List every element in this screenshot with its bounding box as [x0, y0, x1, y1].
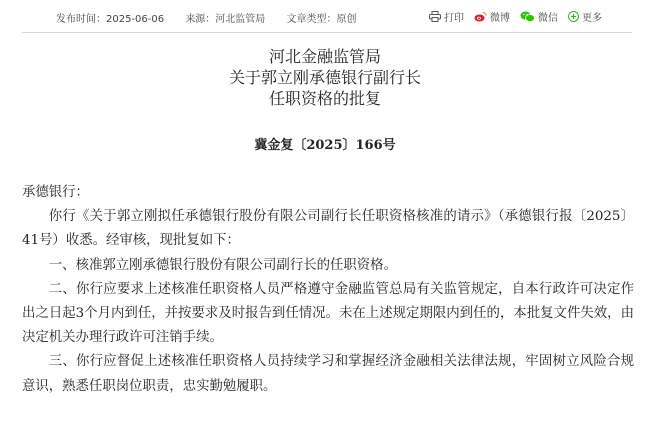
wechat-label: 微信	[538, 13, 558, 24]
weibo-icon	[474, 11, 487, 22]
body-paragraph-1: 你行《关于郭立刚拟任承德银行股份有限公司副行长任职资格核准的请示》（承德银行报〔2025〕41号）收悉。经审核，现批复如下：	[22, 209, 634, 249]
weibo-share-button[interactable]	[474, 9, 510, 24]
wechat-icon	[520, 11, 535, 22]
publish-time: 发布时间：2025-06-06	[56, 14, 165, 25]
title-line-3: 任职资格的批复	[268, 89, 381, 108]
wechat-share-button[interactable]	[520, 9, 558, 24]
article-meta-info	[56, 10, 375, 25]
article-meta-bar	[22, 0, 632, 33]
document-number: 冀金复〔2025〕166号	[254, 138, 396, 153]
more-share-button[interactable]	[568, 9, 602, 24]
article-type: 文章类型：原创	[286, 14, 357, 25]
title-line-2: 关于郭立刚承德银行副行长	[228, 68, 421, 87]
body-paragraph-3: 二、你行应要求上述核准任职资格人员严格遵守金融监管总局有关监管规定，自本行政许可决定作出之日起3个月内到任，并按要求及时报告到任情况。未在上述规定期限内到任的，本批复文件失效，由决定机关办理行政许可注销手续。	[22, 281, 634, 346]
body-paragraph-2: 一、核准郭立刚承德银行股份有限公司副行长的任职资格。	[48, 257, 397, 273]
more-label: 更多	[582, 13, 602, 24]
article-source: 来源：河北监管局	[185, 14, 266, 25]
salutation: 承德银行：	[22, 185, 89, 200]
document-title	[0, 46, 650, 109]
share-toolbar	[419, 9, 602, 24]
more-icon	[568, 11, 579, 22]
printer-icon	[429, 11, 441, 22]
print-button[interactable]	[429, 9, 464, 24]
body-paragraph-4: 三、你行应督促上述核准任职资格人员持续学习和掌握经济金融相关法律法规，牢固树立风险合规意识，熟悉任职岗位职责，忠实勤勉履职。	[22, 354, 634, 394]
document-body	[22, 181, 634, 399]
weibo-label: 微博	[490, 13, 510, 24]
print-label: 打印	[444, 13, 464, 24]
title-line-1: 河北金融监管局	[268, 47, 381, 66]
